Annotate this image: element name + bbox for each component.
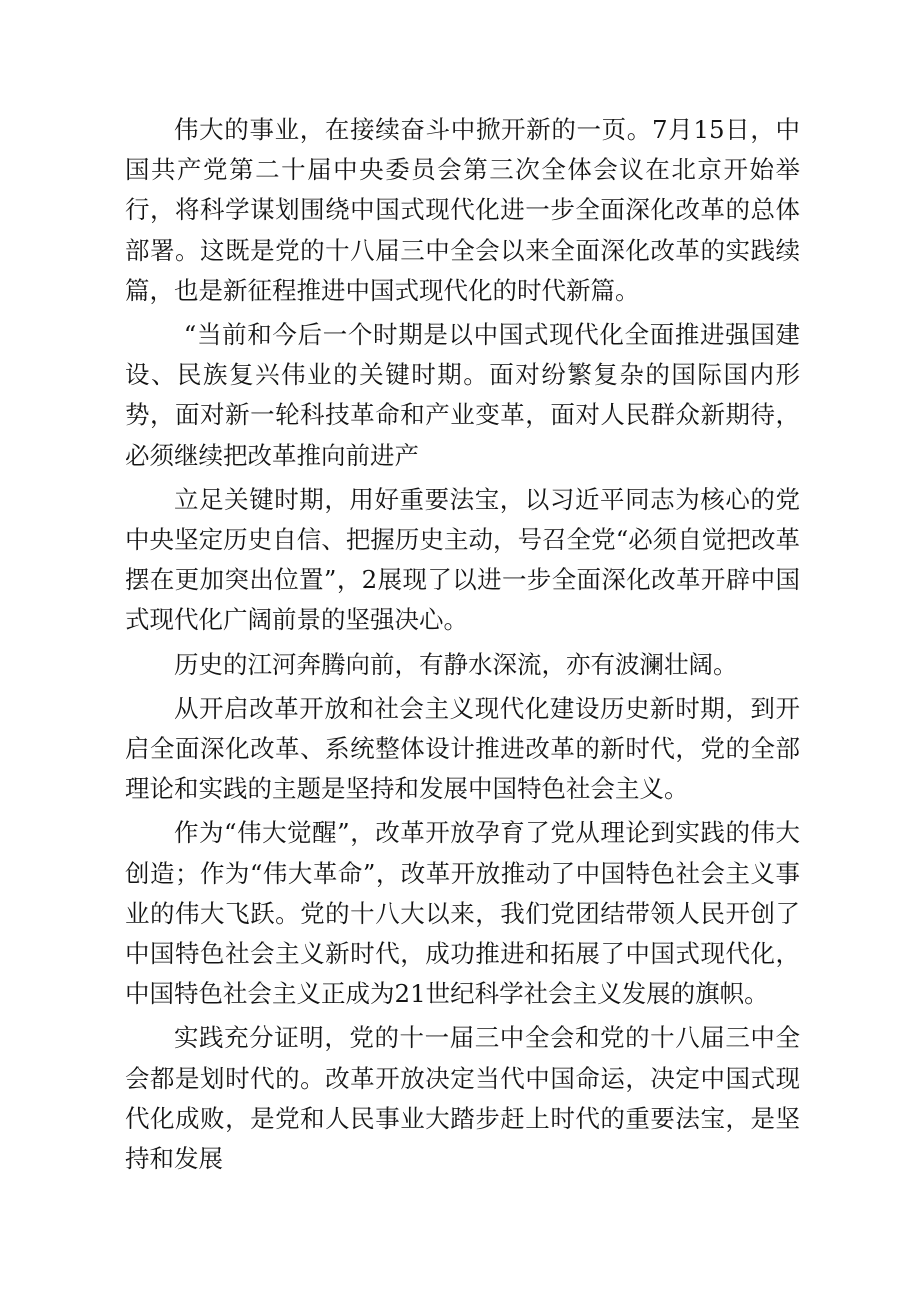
document-body <box>125 110 800 1183</box>
paragraph-3: 立足关键时期，用好重要法宝，以习近平同志为核心的党中央坚定历史自信、把握历史主动，号召全党“必须自觉把改革摆在更加突出位置”，2展现了以进一步全面深化改革开辟中国式现代化广阔前景的坚强决心。 <box>125 484 800 635</box>
paragraph-2: “当前和今后一个时期是以中国式现代化全面推进强国建设、民族复兴伟业的关键时期。面对纷繁复杂的国际国内形势，面对新一轮科技革命和产业变革，面对人民群众新期待，必须继续把改革推向前进产 <box>125 320 800 470</box>
paragraph-5: 从开启改革开放和社会主义现代化建设历史新时期，到开启全面深化改革、系统整体设计推进改革的新时代，党的全部理论和实践的主题是坚持和发展中国特色社会主义。 <box>125 693 800 804</box>
paragraph-4: 历史的江河奔腾向前，有静水深流，亦有波澜壮阔。 <box>174 649 738 679</box>
paragraph-7: 实践充分证明，党的十一届三中全会和党的十八届三中全会都是划时代的。改革开放决定当代中国命运，决定中国式现代化成败，是党和人民事业大踏步赶上时代的重要法宝，是坚持和发展 <box>125 1023 800 1174</box>
paragraph-1: 伟大的事业，在接续奋斗中掀开新的一页。7月15日，中国共产党第二十届中央委员会第三次全体会议在北京开始举行，将科学谋划围绕中国式现代化进一步全面深化改革的总体部署。这既是党的十八届三中全会以来全面深化改革的实践续篇，也是新征程推进中国式现代化的时代新篇。 <box>125 115 800 305</box>
paragraph-6: 作为“伟大觉醒”，改革开放孕育了党从理论到实践的伟大创造；作为“伟大革命”，改革开放推动了中国特色社会主义事业的伟大飞跃。党的十八大以来，我们党团结带领人民开创了中国特色社会主义新时代，成功推进和拓展了中国式现代化，中国特色社会主义正成为21世纪科学社会主义发展的旗帜。 <box>125 818 800 1009</box>
